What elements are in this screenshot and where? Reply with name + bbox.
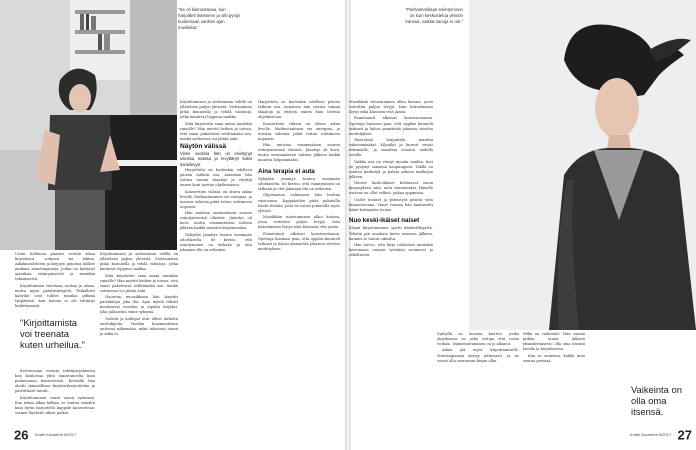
paragraph: Kirjoitukseen tarvitaan rauhaa ja aikaa, mutta myös päättäväisyyttä. Paikalliset kahvilat ovat tulleet tutuiksi pitkinä työpäivinä, kun kotona ei ole riittänyt keskittymistä. (15, 283, 95, 309)
paragraph: Usein Kalliassa pianisti viettää aikaa kirjoittaen, soittaen tai lukien. Aikakausilehtien ja kirjojen pinoissa kulkee mukana muistiinpanoja, joihin on kertynyt ajatuksia esiintymisestä ja musiikin tekemisestä. (15, 252, 95, 282)
paragraph: Musiikkiin tutustuminen alkoi kotona, jossa soitettiin paljon levyjä. Isän kokoelmasta löytyi sekä klassista että jazzia. (258, 215, 340, 230)
pullquote-left: "Kirjoittamista voi treenata kuten urheilua." (20, 317, 85, 350)
paragraph: Kirjoittamisen ja soittamisen välillä on yllättävän paljon yhteistä. Molemmissa pitää kuunnella ja tehdä valintoja, jotka kantavat loppuun saakka. (100, 252, 178, 272)
paragraph: Nuorena muusikkona hän kirjoitti päiväkirjaa joka ilta. Ajan myötä tekstit muuttuivat esseiksi ja lopulta kirjaksi, joka julkaistiin viime syksynä. (100, 295, 178, 315)
left-page (0, 0, 345, 450)
folio-right (628, 426, 692, 444)
quote-top-right: "Parhaimmillaan esiintyminen on kuin keskustelua yleisön kanssa, vaikka sanoja ei ole." (405, 7, 463, 24)
paragraph: Kun se onnistuu, kaikki muu seuraa perässä. (523, 353, 585, 363)
section-heading: Nuo keski-ikäiset naiset (349, 216, 420, 224)
portrait-illustration (469, 0, 696, 330)
paragraph: Teini-iässä harjoittelu muuttui vakavammaksi. Kilpailut ja kurssit veivät ulkomaille, ja maailma avautui uudella tavalla. (349, 138, 433, 158)
portrait-photo (469, 0, 696, 330)
right-page (351, 0, 696, 450)
paragraph: Harjoittelu on kuitenkin edelleen päivän tärkein osa. Aamuisin hän soittaa tunnin skaaloja ja etydejä ennen kuin tarttuu ohjelmistoon. (258, 100, 340, 120)
paragraph: Ystävät ja kollegat ovat olleet tärkeitä ensilukijoita. Heidän kommenttinsa auttavat näkemään, mikä tekstissä toimii ja mikä ei. (100, 316, 178, 336)
paragraph: Nykyään jännitys tuntuu enemmän odotukselta. Se kertoo, että esiintyminen on tärkeää ja että jokainen ilta on erilainen. (258, 177, 340, 192)
quote-top-left: "Se oli kiinnostavaa, kun harjoitteli itsekseen ja silti pystyi kuulemaan vanhan ajan musiikkia." (178, 7, 240, 30)
pianist-photo (0, 0, 177, 250)
paragraph: Konserttien välissä on oltava aikaa levolle. Matkustaminen vie energiaa, ja uusissa saleissa pitää tottua soittimeen nopeasti. (258, 121, 340, 141)
paragraph: Nykyään jännitys tuntuu enemmän odotukselta. Se kertoo, että esiintyminen on tärkeää ja että jokainen ilta on erilainen. (180, 232, 252, 252)
article-column-5 (349, 100, 433, 422)
paragraph: Kirjoittaminen vaatii oman rytminsä. Kun teksti alkaa kulkea, se tuntuu samalta kuin hyvin harjoiteltu kappale konsertissa: sormet löytävät oikeat paikat. (15, 395, 95, 415)
article-column-1b (15, 369, 95, 425)
paragraph: Hän muistaa ensimmäisen suuren esiintymisensä elävästi. Jännitys oli kova, mutta ensimmäisten tahtien jälkeen kaikki muuttui helpommaksi. (180, 211, 252, 231)
paragraph: Konserttien välissä on oltava aikaa levolle. Matkustaminen vie energiaa, ja uusissa saleissa pitää tottua soittimeen nopeasti. (180, 189, 252, 209)
paragraph: Mitä kirjoitettu sana antaa musiikin rinnalle? Hän miettii hetken ja toteaa, että sanat pakottavat selittämään sen, minkä soittaessa voi jättää auki. (180, 121, 252, 141)
article-column-4 (258, 100, 340, 422)
folio-left (14, 426, 78, 444)
paragraph: Pianotunnit alkoivat kuusivuotiaana. Opettaja huomasi pian, että oppilas kuunteli tarkasti ja halusi ymmärtää jokaisen sävelen merkityksen. (258, 231, 340, 251)
magazine-name: Kodin Kuvalehti 9/2017 (34, 432, 77, 438)
section-teaser: Viime vuosina hän on esiintynyt useissa maissa ja levyttänyt kaksi soololevyä. (180, 150, 252, 168)
paragraph: Mitä kirjoitettu sana antaa musiikin rinnalle? Hän miettii hetken ja toteaa, että sanat pakottavat selittämään sen, minkä soittaessa voi jättää auki. (100, 273, 178, 293)
paragraph: Harjoittelu on kuitenkin edelleen päivän tärkein osa. Aamuisin hän soittaa tunnin skaaloja ja etydejä ennen kuin tarttuu ohjelmistoon. (180, 168, 252, 188)
paragraph: Vaikka ura on vienyt moniin maihin, koti on pysynyt samassa kaupungissa. Täällä on rauhaa keskittyä ja palata arkeen matkojen jälkeen. (349, 159, 433, 179)
paragraph: Musiikkiin tutustuminen alkoi kotona, jossa soitettiin paljon levyjä. Isän kokoelmasta löytyi sekä klassista että jazzia. (349, 100, 433, 115)
magazine-name: Kodin Kuvalehti 9/2017 (629, 432, 672, 438)
paragraph: Kertoessaan uusista tekstiprojekteista hän kuulostaa yhtä innostuneelta kuin puhuessaan konserteista. Keväällä hän aloitti säännöllisen kirjoitusharjoittelun ja päivittäiset tunnit. (15, 369, 95, 394)
article-column-7 (523, 332, 585, 424)
article-column-3 (180, 100, 252, 422)
paragraph: Mikä on vaikeinta? Hän vastaa pitkän tauon jälkeen yksinkertaisesti: olla oma itsensä lavalla ja kirjoittaessa. (523, 332, 585, 352)
pianist-illustration (0, 0, 177, 250)
page-number: 27 (677, 427, 692, 443)
article-column-1 (15, 252, 95, 312)
paragraph: Aikaa jää myös kirjoittamiselle. Muistiinpanoja kertyy jatkuvasti, ja ne voivat olla seuraavan kirjan alku. (437, 348, 519, 363)
paragraph: Pianotunnit alkoivat kuusivuotiaana. Opettaja huomasi pian, että oppilas kuunteli tarkasti ja halusi ymmärtää jokaisen sävelen merkityksen. (349, 116, 433, 136)
paragraph: Kirjoittamisen ja soittamisen välillä on yllättävän paljon yhteistä. Molemmissa pitää kuunnella ja tehdä valintoja, jotka kantavat loppuun saakka. (180, 100, 252, 120)
section-heading: Näytön välissä (180, 143, 227, 151)
paragraph: Ohjelmiston valinnassa hän luottaa vaistoonsa. Kappaleiden pitää puhutella häntä itseään, jotta ne voivat puhutella myös yleisöä. (258, 193, 340, 213)
paragraph: Hän toivoo, että kirja rohkaisee muitakin kertomaan omasta työstään avoimesti ja rehellisesti. (349, 242, 433, 258)
paragraph: Nuoret keski-ikäiset kohtaavat usein kysymyksen siitä, mitä seuraavaksi. Hänelle vastaus on ollut selkeä: jatkaa oppimista. (349, 181, 433, 196)
article-column-6 (437, 332, 519, 424)
page-number: 26 (14, 427, 29, 443)
paragraph: Hän muistaa ensimmäisen suuren esiintymisensä elävästi. Jännitys oli kova, mutta ensimmäisten tahtien jälkeen kaikki muuttui helpommaksi. (258, 143, 340, 163)
paragraph: Syksyllä on luvassa kiertue, jonka ohjelmassa on sekä tuttuja että uusia teoksia. Valmistautuminen on jo alkanut. (437, 332, 519, 347)
article-column-2 (100, 252, 178, 422)
paragraph: Kirjan kirjoittaminen opetti kärsivällisyyttä. Tekstiä piti muokata kerta toisensa jälkeen, kunnes se tuntui oikealta. (349, 226, 433, 241)
paragraph: Uudet teokset ja yhteistyöt pitävät työn kiinnostavana. Viime vuonna hän kantaesitti kaksi kotimaista teosta. (349, 197, 433, 212)
pullquote-right: Vaikeinta on olla oma itsensä. (631, 384, 682, 417)
section-heading: Aina terapia ei auta (258, 167, 315, 175)
